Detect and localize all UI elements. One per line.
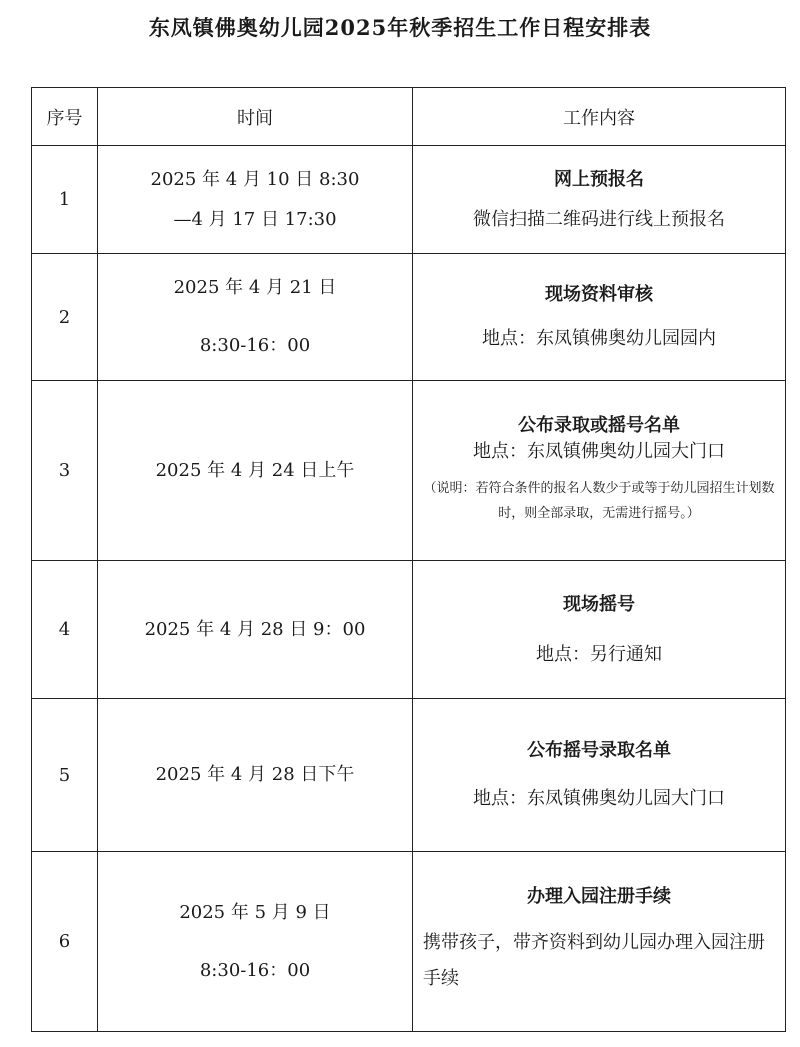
row-content — [413, 254, 786, 381]
content-heading: 现场摇号 — [563, 593, 635, 615]
header-time: 时间 — [98, 88, 413, 146]
row-seq: 4 — [32, 561, 98, 699]
content-heading: 办理入园注册手续 — [527, 885, 671, 907]
content-heading: 现场资料审核 — [545, 284, 653, 306]
table-row — [32, 699, 786, 852]
time-line: 2025 年 4 月 24 日上午 — [155, 459, 355, 481]
header-seq: 序号 — [32, 88, 98, 146]
row-content — [413, 699, 786, 852]
time-line: 8:30-16：00 — [199, 335, 311, 356]
time-line: 8:30-16：00 — [199, 959, 311, 981]
row-content — [413, 561, 786, 699]
row-seq: 6 — [32, 852, 98, 1032]
content-heading: 公布录取或摇号名单 — [518, 414, 680, 436]
row-time — [98, 561, 413, 699]
table-row — [32, 146, 786, 254]
table-header-row — [32, 88, 786, 146]
table-row — [32, 561, 786, 699]
time-line: 2025 年 4 月 10 日 8:30 — [150, 168, 360, 190]
header-content: 工作内容 — [413, 88, 786, 146]
time-line: —4 月 17 日 17:30 — [173, 208, 337, 230]
table-row — [32, 254, 786, 381]
content-detail: 地点：另行通知 — [536, 643, 662, 665]
time-line: 2025 年 5 月 9 日 — [179, 901, 331, 923]
content-detail: 携带孩子，带齐资料到幼儿园办理入园注册手续 — [423, 932, 765, 990]
content-heading: 网上预报名 — [554, 168, 644, 190]
content-note: （说明：若符合条件的报名人数少于或等于幼儿园招生计划数时，则全部录取，无需进行摇号。） — [423, 481, 775, 522]
row-time — [98, 852, 413, 1032]
row-time — [98, 254, 413, 381]
row-time — [98, 699, 413, 852]
content-heading: 公布摇号录取名单 — [527, 740, 671, 762]
row-time — [98, 381, 413, 561]
row-time — [98, 146, 413, 254]
content-detail: 地点：东凤镇佛奥幼儿园大门口 — [473, 440, 725, 462]
schedule-table — [31, 87, 786, 1032]
row-content — [413, 381, 786, 561]
page-title: 东凤镇佛奥幼儿园2025年秋季招生工作日程安排表 — [148, 15, 652, 40]
time-line: 2025 年 4 月 28 日 9：00 — [144, 618, 366, 640]
row-seq: 5 — [32, 699, 98, 852]
time-line: 2025 年 4 月 28 日下午 — [155, 764, 355, 786]
row-content — [413, 146, 786, 254]
row-seq: 1 — [32, 146, 98, 254]
table-row — [32, 381, 786, 561]
row-seq: 2 — [32, 254, 98, 381]
time-line: 2025 年 4 月 21 日 — [173, 277, 337, 299]
content-detail: 地点：东凤镇佛奥幼儿园大门口 — [473, 788, 725, 809]
content-detail: 微信扫描二维码进行线上预报名 — [473, 208, 725, 230]
row-content — [413, 852, 786, 1032]
table-row — [32, 852, 786, 1032]
content-detail: 地点：东凤镇佛奥幼儿园园内 — [482, 328, 716, 349]
row-seq: 3 — [32, 381, 98, 561]
